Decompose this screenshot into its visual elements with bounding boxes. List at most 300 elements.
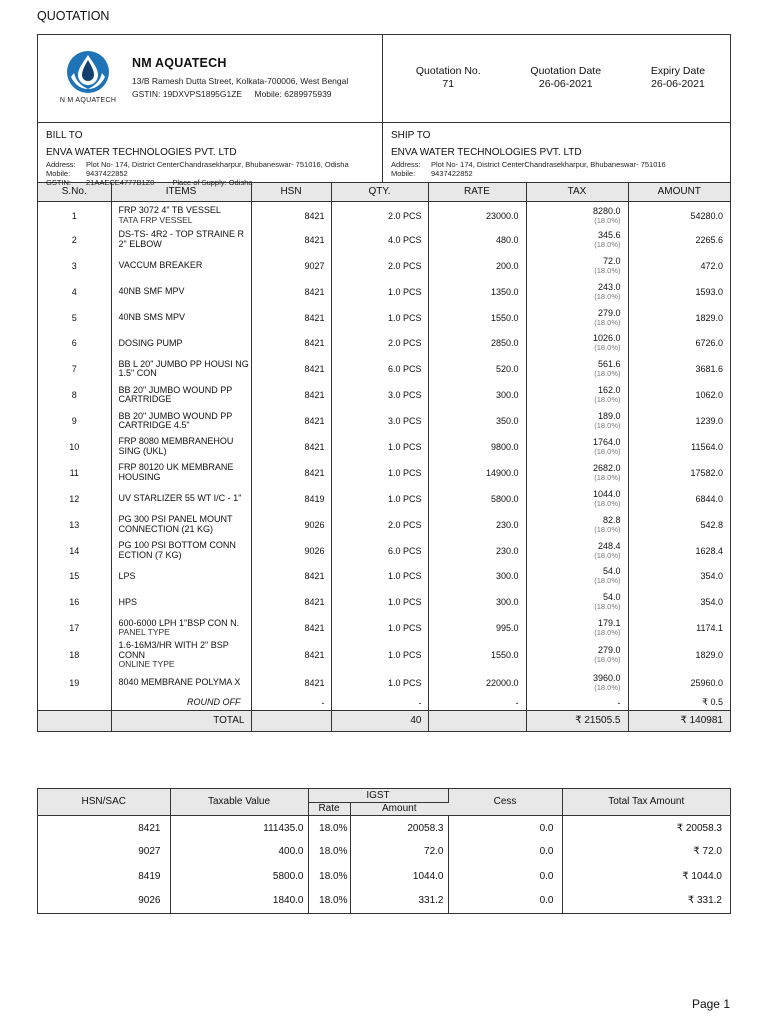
row-tax	[526, 538, 628, 564]
place-of-supply-label: Place of Supply:	[172, 178, 227, 187]
row-tax-rate: (18.0%)	[594, 395, 621, 405]
row-rate: 5800.0	[428, 486, 526, 512]
row-tax	[526, 486, 628, 512]
sum-total: ₹ 20058.3	[676, 823, 722, 834]
row-hsn: 8421	[251, 279, 331, 305]
summary-row	[38, 864, 730, 889]
row-tax-value: 1044.0	[592, 488, 621, 499]
row-hsn: 9027	[251, 253, 331, 279]
row-hsn: 8421	[251, 615, 331, 641]
row-hsn: 8421	[251, 305, 331, 331]
table-row	[38, 279, 730, 305]
row-tax-rate: (18.0%)	[594, 215, 621, 225]
company-gstin: 19DXVPS1895G1ZE	[162, 89, 243, 99]
table-row	[38, 227, 730, 253]
round-off-rate: -	[428, 696, 526, 711]
row-amount: 1062.0	[695, 390, 723, 401]
row-item-name: LPS	[118, 570, 136, 581]
bill-to-gstin: 21AAECE4777B1Z0	[86, 178, 155, 187]
row-item	[111, 408, 251, 434]
col-qty-header: QTY.	[331, 183, 428, 201]
row-item-name: PG 300 PSI PANEL MOUNT CONNECTION (21 KG)	[118, 514, 233, 534]
col-tax-header: TAX	[526, 183, 628, 201]
sum-rate-header: Rate	[308, 802, 350, 815]
ship-to-mobile: 9437422852	[431, 169, 473, 178]
row-sno: 2	[38, 227, 111, 253]
row-qty: 1.0 PCS	[331, 486, 428, 512]
row-item-name: 40NB SMF MPV	[118, 285, 185, 296]
row-qty: 6.0 PCS	[331, 356, 428, 382]
row-item	[111, 434, 251, 460]
row-rate: 14900.0	[428, 460, 526, 486]
ship-to-block	[383, 123, 730, 182]
sum-taxable: 111435.0	[170, 815, 308, 840]
row-item	[111, 253, 251, 279]
row-sno: 7	[38, 356, 111, 382]
ship-to-heading: SHIP TO	[391, 130, 431, 141]
row-amount: 3681.6	[695, 364, 723, 375]
row-qty: 3.0 PCS	[331, 408, 428, 434]
row-item	[111, 641, 251, 670]
row-tax	[526, 589, 628, 615]
row-item-name: 40NB SMS MPV	[118, 311, 186, 322]
row-rate: 350.0	[428, 408, 526, 434]
row-rate: 1350.0	[428, 279, 526, 305]
row-tax-value: 279.0	[597, 307, 621, 318]
row-tax-value: 279.0	[597, 645, 621, 656]
row-item	[111, 330, 251, 356]
total-label: TOTAL	[111, 711, 251, 731]
row-tax-value: 54.0	[602, 592, 621, 603]
round-off-row	[38, 696, 730, 711]
sum-total: ₹ 331.2	[687, 895, 722, 907]
row-item-name: BB 20" JUMBO WOUND PP CARTRIDGE 4.5"	[118, 410, 233, 431]
company-address: 13/B Ramesh Dutta Street, Kolkata-700006, West Bengal	[132, 76, 349, 86]
row-tax-rate: (18.0%)	[594, 343, 621, 353]
bill-to-mobile-label: Mobile:	[46, 169, 71, 178]
row-tax-rate: (18.0%)	[594, 369, 621, 379]
company-logo	[50, 49, 126, 104]
sum-total: ₹ 1044.0	[682, 870, 722, 882]
quotation-number-label: Quotation No.	[415, 65, 481, 77]
row-sno: 8	[38, 382, 111, 408]
sum-hsn: 8419	[38, 864, 170, 889]
row-qty: 1.0 PCS	[331, 279, 428, 305]
row-hsn: 9026	[251, 538, 331, 564]
bill-to-gstin-label: GSTIN:	[46, 178, 72, 187]
row-item	[111, 615, 251, 641]
table-row	[38, 408, 730, 434]
summary-row	[38, 815, 730, 840]
row-tax	[526, 615, 628, 641]
row-tax	[526, 356, 628, 382]
row-item-name: FRP 8080 MEMBRANEHOU SING (UKL)	[118, 436, 234, 456]
row-item-name: FRP 3072 4" TB VESSEL	[118, 205, 221, 216]
row-rate: 300.0	[428, 563, 526, 589]
row-amount: 354.0	[700, 571, 723, 582]
quotation-header	[38, 35, 730, 123]
row-item-name: FRP 80120 UK MEMBRANE HOUSING	[118, 462, 234, 482]
row-tax-value: 162.0	[597, 385, 621, 396]
sum-cess: 0.0	[448, 815, 562, 840]
total-row	[38, 711, 730, 731]
row-rate: 230.0	[428, 538, 526, 564]
total-amount: ₹ 140981	[628, 711, 730, 731]
row-qty: 6.0 PCS	[331, 538, 428, 564]
row-tax-value: 248.4	[597, 540, 621, 551]
row-tax-rate: (18.0%)	[594, 524, 621, 534]
row-qty: 1.0 PCS	[331, 615, 428, 641]
row-qty: 1.0 PCS	[331, 641, 428, 670]
quotation-date-value: 26-06-2021	[538, 78, 593, 90]
ship-to-name: ENVA WATER TECHNOLOGIES PVT. LTD	[391, 147, 582, 158]
row-qty: 2.0 PCS	[331, 253, 428, 279]
sum-taxable: 5800.0	[170, 864, 308, 889]
row-sno: 16	[38, 589, 111, 615]
row-hsn: 8421	[251, 460, 331, 486]
row-item-sub: PANEL TYPE	[118, 627, 170, 638]
quotation-frame	[37, 34, 731, 732]
row-tax-value: 3960.0	[592, 672, 621, 683]
expiry-date	[651, 65, 705, 122]
row-hsn: 9026	[251, 512, 331, 538]
row-hsn: 8421	[251, 227, 331, 253]
row-hsn: 8421	[251, 382, 331, 408]
round-off-amount: ₹ 0.5	[702, 697, 723, 708]
ship-to-mobile-label: Mobile:	[391, 169, 416, 178]
sum-igst-header: IGST	[308, 789, 448, 802]
row-tax	[526, 279, 628, 305]
sum-cess: 0.0	[448, 864, 562, 889]
row-item	[111, 356, 251, 382]
row-sno: 11	[38, 460, 111, 486]
expiry-date-value: 26-06-2021	[651, 78, 705, 90]
row-tax	[526, 512, 628, 538]
bill-to-mobile-row	[46, 169, 374, 178]
row-sno: 17	[38, 615, 111, 641]
row-item-name: 1.6-16M3/HR WITH 2" BSP CONN	[118, 640, 229, 660]
water-drop-hands-icon	[65, 49, 111, 95]
row-qty: 1.0 PCS	[331, 305, 428, 331]
row-tax-rate: (18.0%)	[594, 576, 621, 586]
row-tax-rate: (18.0%)	[594, 682, 621, 692]
row-tax-value: 179.1	[597, 618, 621, 629]
row-item	[111, 563, 251, 589]
row-item-name: UV STARLIZER 55 WT I/C - 1"	[118, 492, 242, 503]
row-item	[111, 201, 251, 227]
row-tax-rate: (18.0%)	[594, 446, 621, 456]
row-tax	[526, 253, 628, 279]
sum-rate: 18.0%	[308, 840, 350, 865]
row-tax	[526, 305, 628, 331]
tax-summary	[37, 788, 731, 914]
ship-to-mobile-row	[391, 169, 722, 178]
row-tax-value: 243.0	[597, 281, 621, 292]
row-hsn: 8421	[251, 330, 331, 356]
round-off-tax: -	[526, 696, 628, 711]
row-qty: 2.0 PCS	[331, 330, 428, 356]
sum-amount: 72.0	[350, 840, 448, 865]
quotation-date-label: Quotation Date	[530, 65, 602, 77]
sum-amount: 20058.3	[350, 815, 448, 840]
row-rate: 995.0	[428, 615, 526, 641]
row-item	[111, 512, 251, 538]
row-tax-rate: (18.0%)	[594, 498, 621, 508]
row-amount: 1829.0	[695, 312, 723, 323]
items-table	[38, 183, 730, 731]
table-row	[38, 460, 730, 486]
row-amount: 472.0	[700, 260, 723, 271]
table-row	[38, 670, 730, 696]
tax-summary-table	[38, 789, 730, 913]
row-hsn: 8421	[251, 408, 331, 434]
row-item-name: 600-6000 LPH 1"BSP CON N.	[118, 617, 240, 628]
row-sno: 9	[38, 408, 111, 434]
row-rate: 23000.0	[428, 201, 526, 227]
place-of-supply: Odisha	[228, 178, 253, 187]
row-item	[111, 460, 251, 486]
row-tax-rate: (18.0%)	[594, 472, 621, 482]
row-tax	[526, 460, 628, 486]
row-item	[111, 486, 251, 512]
row-tax-value: 1026.0	[592, 333, 621, 344]
row-amount: 1593.0	[695, 286, 723, 297]
company-name: NM AQUATECH	[132, 56, 227, 70]
bill-to-mobile: 9437422852	[86, 169, 128, 178]
row-qty: 1.0 PCS	[331, 434, 428, 460]
row-sno: 13	[38, 512, 111, 538]
row-sno: 15	[38, 563, 111, 589]
row-item	[111, 227, 251, 253]
table-row	[38, 563, 730, 589]
page-number: Page 1	[691, 997, 730, 1011]
table-row	[38, 201, 730, 227]
row-tax-value: 2682.0	[592, 462, 621, 473]
row-item-name: PG 100 PSI BOTTOM CONN ECTION (7 KG)	[118, 540, 236, 560]
row-sno: 14	[38, 538, 111, 564]
row-qty: 2.0 PCS	[331, 201, 428, 227]
col-rate-header: RATE	[428, 183, 526, 201]
company-mobile-label: Mobile:	[254, 89, 282, 99]
row-item-name: 8040 MEMBRANE POLYMA X	[118, 676, 241, 687]
row-hsn: 8421	[251, 201, 331, 227]
row-item	[111, 670, 251, 696]
bill-to-address-row	[46, 160, 374, 169]
round-off-qty: -	[331, 696, 428, 711]
row-item	[111, 382, 251, 408]
col-sno-header: S.No.	[38, 183, 111, 201]
table-row	[38, 589, 730, 615]
bill-to-heading: BILL TO	[46, 130, 83, 141]
row-hsn: 8421	[251, 641, 331, 670]
row-rate: 1550.0	[428, 305, 526, 331]
bill-to-address: Plot No- 174, District CenterChandrasekharpur, Bhubaneswar- 751016, Odisha	[86, 160, 349, 169]
row-item-name: DOSING PUMP	[118, 337, 183, 348]
row-qty: 1.0 PCS	[331, 563, 428, 589]
quotation-number	[416, 65, 481, 122]
document-title: QUOTATION	[37, 9, 110, 23]
table-row	[38, 305, 730, 331]
row-tax	[526, 382, 628, 408]
company-info	[126, 49, 348, 101]
round-off-label: ROUND OFF	[111, 696, 251, 711]
row-tax-value: 54.0	[602, 566, 621, 577]
sum-rate: 18.0%	[308, 815, 350, 840]
row-tax-rate: (18.0%)	[594, 602, 621, 612]
quotation-number-value: 71	[442, 78, 455, 90]
row-tax-rate: (18.0%)	[594, 655, 621, 665]
row-tax	[526, 227, 628, 253]
row-tax-value: 189.0	[597, 411, 621, 422]
parties-section	[38, 123, 730, 187]
row-amount: 11564.0	[691, 441, 723, 452]
sum-taxable-header: Taxable Value	[170, 789, 308, 815]
sum-cess: 0.0	[448, 889, 562, 914]
row-item-name: BB 20" JUMBO WOUND PP CARTRIDGE	[118, 384, 233, 405]
row-qty: 1.0 PCS	[331, 460, 428, 486]
table-row	[38, 512, 730, 538]
row-item-name: HPS	[118, 596, 138, 607]
summary-row	[38, 889, 730, 914]
row-item-sub: TATA FRP VESSEL	[118, 214, 193, 225]
row-item-sub: ONLINE TYPE	[118, 659, 175, 670]
row-item	[111, 279, 251, 305]
row-hsn: 8421	[251, 434, 331, 460]
row-amount: 6844.0	[695, 493, 723, 504]
row-amount: 17582.0	[690, 467, 723, 478]
ship-to-address-row	[391, 160, 722, 169]
row-sno: 19	[38, 670, 111, 696]
row-tax-value: 345.6	[597, 229, 621, 240]
row-rate: 520.0	[428, 356, 526, 382]
row-sno: 10	[38, 434, 111, 460]
row-tax-rate: (18.0%)	[594, 239, 621, 249]
sum-rate: 18.0%	[308, 864, 350, 889]
col-amount-header: AMOUNT	[628, 183, 730, 201]
table-row	[38, 356, 730, 382]
row-qty: 2.0 PCS	[331, 512, 428, 538]
sum-amount: 331.2	[350, 889, 448, 914]
row-rate: 300.0	[428, 589, 526, 615]
sum-taxable: 400.0	[170, 840, 308, 865]
row-rate: 9800.0	[428, 434, 526, 460]
bill-to-block	[38, 123, 383, 187]
row-tax-value: 1764.0	[592, 436, 621, 447]
row-amount: 1628.4	[695, 545, 723, 556]
row-qty: 4.0 PCS	[331, 227, 428, 253]
total-qty: 40	[331, 711, 428, 731]
row-rate: 22000.0	[428, 670, 526, 696]
row-amount: 6726.0	[695, 338, 723, 349]
table-row	[38, 538, 730, 564]
bill-to-gstin-row	[46, 178, 374, 187]
sum-hsn: 9027	[38, 840, 170, 865]
table-row	[38, 253, 730, 279]
row-sno: 4	[38, 279, 111, 305]
sum-cess-header: Cess	[448, 789, 562, 815]
table-row	[38, 641, 730, 670]
row-amount: 2265.6	[695, 234, 723, 245]
company-block	[38, 35, 383, 122]
company-gstin-label: GSTIN:	[132, 89, 161, 99]
bill-to-name: ENVA WATER TECHNOLOGIES PVT. LTD	[46, 147, 237, 158]
sum-hsn: 8421	[38, 815, 170, 840]
row-sno: 12	[38, 486, 111, 512]
sum-hsn-header: HSN/SAC	[38, 789, 170, 815]
row-tax-rate: (18.0%)	[594, 291, 621, 301]
row-item-name: BB L 20" JUMBO PP HOUSI NG 1.5" CON	[118, 358, 249, 379]
table-row	[38, 486, 730, 512]
table-row	[38, 434, 730, 460]
row-sno: 18	[38, 641, 111, 670]
row-tax-value: 72.0	[602, 255, 621, 266]
row-tax	[526, 563, 628, 589]
row-amount: 1239.0	[695, 416, 723, 427]
row-item	[111, 589, 251, 615]
bill-to-address-label: Address:	[46, 160, 76, 169]
row-rate: 480.0	[428, 227, 526, 253]
row-item	[111, 538, 251, 564]
row-sno: 3	[38, 253, 111, 279]
row-item	[111, 305, 251, 331]
row-hsn: 8421	[251, 563, 331, 589]
row-tax	[526, 434, 628, 460]
company-contact	[132, 88, 348, 101]
row-amount: 54280.0	[690, 210, 723, 221]
sum-total-header: Total Tax Amount	[562, 789, 730, 815]
row-item-name: DS-TS- 4R2 - TOP STRAINE R 2" ELBOW	[118, 229, 245, 249]
row-rate: 200.0	[428, 253, 526, 279]
row-rate: 1550.0	[428, 641, 526, 670]
row-tax	[526, 670, 628, 696]
row-tax-value: 561.6	[597, 359, 621, 370]
row-amount: 1174.1	[696, 623, 723, 634]
quotation-meta	[383, 35, 730, 122]
sum-amount-header: Amount	[350, 802, 448, 815]
row-item-name: VACCUM BREAKER	[118, 259, 203, 270]
row-amount: 25960.0	[690, 677, 723, 688]
row-hsn: 8421	[251, 356, 331, 382]
total-tax: ₹ 21505.5	[526, 711, 628, 731]
row-tax	[526, 330, 628, 356]
row-tax	[526, 408, 628, 434]
sum-taxable: 1840.0	[170, 889, 308, 914]
expiry-date-label: Expiry Date	[650, 65, 706, 77]
row-tax-rate: (18.0%)	[594, 550, 621, 560]
table-row	[38, 615, 730, 641]
sum-total: ₹ 72.0	[693, 846, 722, 858]
table-row	[38, 330, 730, 356]
row-tax-rate: (18.0%)	[594, 628, 621, 638]
logo-text: N M AQUATECH	[59, 97, 117, 104]
quotation-date	[530, 65, 601, 122]
row-tax-rate: (18.0%)	[594, 421, 621, 431]
row-qty: 3.0 PCS	[331, 382, 428, 408]
row-sno: 6	[38, 330, 111, 356]
row-sno: 1	[38, 201, 111, 227]
row-amount: 354.0	[700, 597, 723, 608]
col-hsn-header: HSN	[251, 183, 331, 201]
row-hsn: 8421	[251, 670, 331, 696]
row-tax	[526, 201, 628, 227]
row-qty: 1.0 PCS	[331, 670, 428, 696]
sum-hsn: 9026	[38, 889, 170, 914]
row-tax-value: 82.8	[602, 514, 621, 525]
row-tax-rate: (18.0%)	[594, 265, 621, 275]
row-tax-value: 8280.0	[592, 205, 621, 216]
row-rate: 2850.0	[428, 330, 526, 356]
row-qty: 1.0 PCS	[331, 589, 428, 615]
